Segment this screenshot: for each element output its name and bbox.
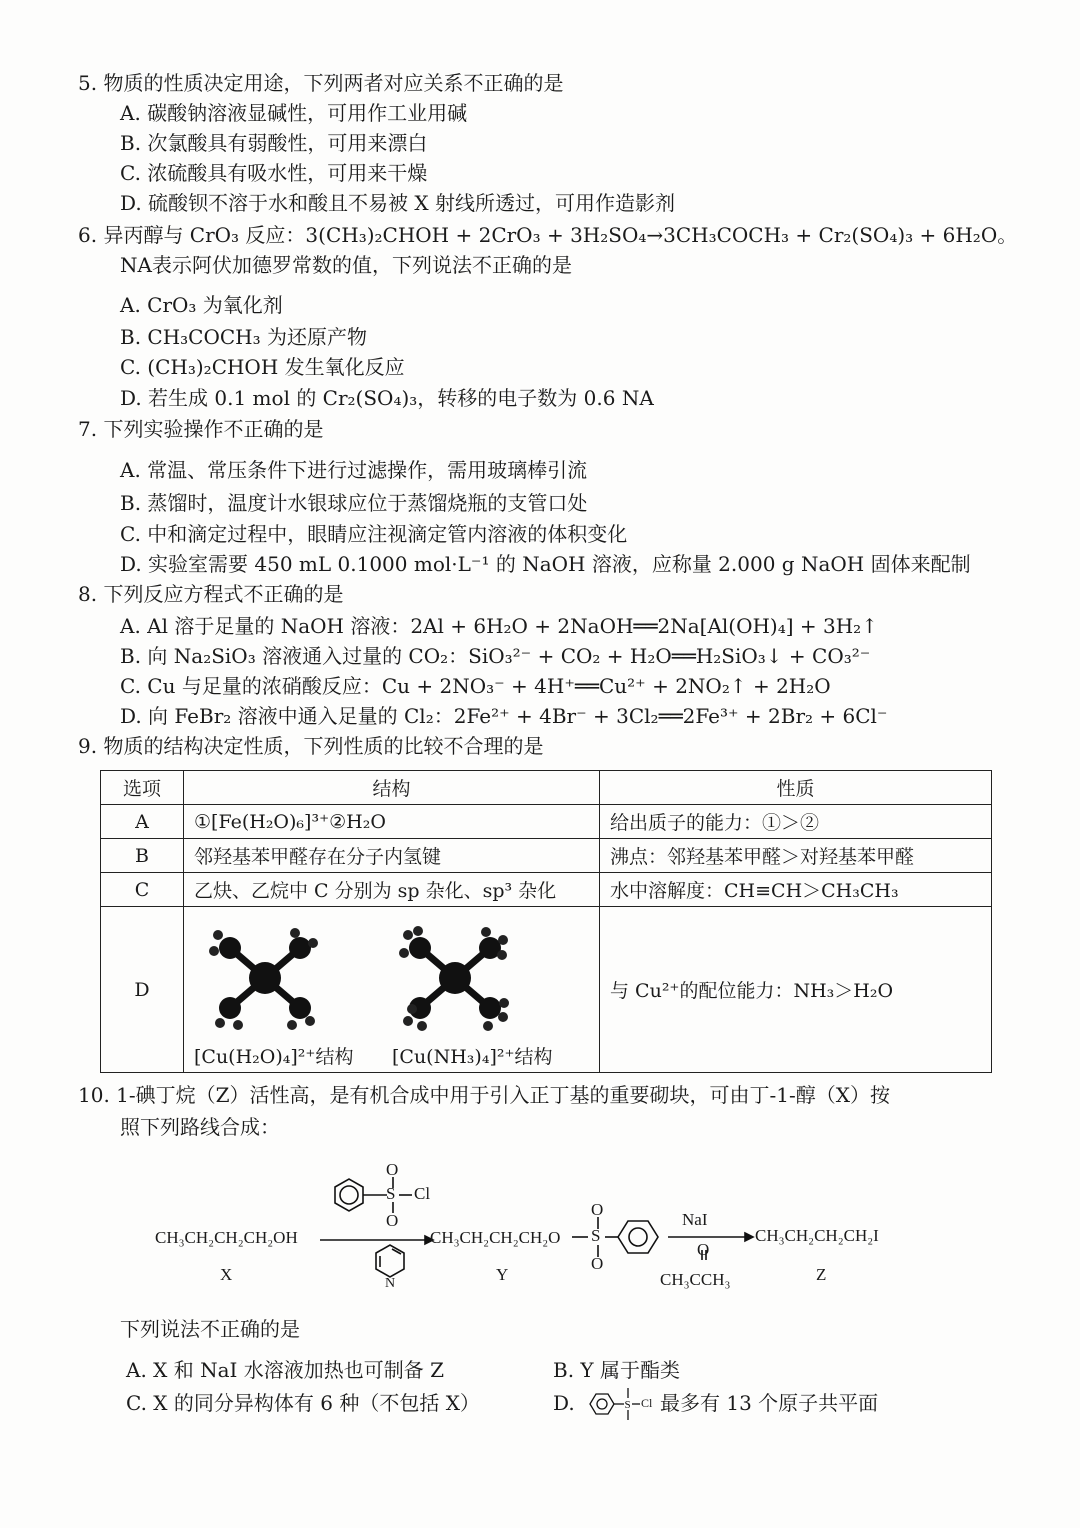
q6-stem-line2: NA表示阿伏加德罗常数的值，下列说法不正确的是 xyxy=(120,253,572,277)
header-option: 选项 xyxy=(101,771,184,805)
option-d-cl: Cl xyxy=(641,1396,653,1410)
q6-option-a: A. CrO₃ 为氧化剂 xyxy=(120,293,283,317)
q5-option-c: C. 浓硫酸具有吸水性，可用来干燥 xyxy=(120,161,428,185)
row-a-property: 给出质子的能力：①＞② xyxy=(600,805,992,839)
compound-x-formula: CH₃CH₂CH₂CH₂OH xyxy=(155,1228,298,1247)
copper-complex-models xyxy=(190,913,570,1043)
q10-sub-stem: 下列说法不正确的是 xyxy=(120,1317,300,1341)
q6-option-c: C. (CH₃)₂CHOH 发生氧化反应 xyxy=(120,355,405,379)
q6-option-d: D. 若生成 0.1 mol 的 Cr₂(SO₄)₃，转移的电子数为 0.6 NA xyxy=(120,386,654,410)
table-header-row xyxy=(101,771,992,805)
q7-stem: 7. 下列实验操作不正确的是 xyxy=(78,417,324,441)
q7-option-b: B. 蒸馏时，温度计水银球应位于蒸馏烧瓶的支管口处 xyxy=(120,491,588,515)
q6-stem-line1: 6. 异丙醇与 CrO₃ 反应：3(CH₃)₂CHOH + 2CrO₃ + 3H₂SO₄→3CH₃COCH₃ + Cr₂(SO₄)₃ + 6H₂O。 xyxy=(78,223,1018,247)
q10-stem-line1: 10. 1-碘丁烷（Z）活性高，是有机合成中用于引入正丁基的重要砌块，可由丁-1-醇（X）按 xyxy=(78,1083,891,1107)
cu-nh3-label: [Cu(NH₃)₄]²⁺结构 xyxy=(392,1046,553,1068)
q5-option-d: D. 硫酸钡不溶于水和酸且不易被 X 射线所透过，可用作造影剂 xyxy=(120,191,675,215)
reagent1-o-top: O xyxy=(386,1160,399,1179)
q10-option-d: 最多有 13 个原子共平面 xyxy=(660,1391,879,1415)
row-d-option: D xyxy=(101,907,184,1073)
row-a-structure: ①[Fe(H₂O)₆]³⁺②H₂O xyxy=(184,805,600,839)
q5-option-a: A. 碳酸钠溶液显碱性，可用作工业用碱 xyxy=(120,101,468,125)
reagent1-cl: Cl xyxy=(414,1184,431,1203)
q10-option-d-prefix: D. xyxy=(553,1391,575,1415)
header-structure: 结构 xyxy=(184,771,600,805)
q6-option-b: B. CH₃COCH₃ 为还原产物 xyxy=(120,325,367,349)
compound-y-o-top: O xyxy=(591,1200,604,1219)
q10-stem-line2: 照下列路线合成： xyxy=(120,1115,280,1139)
q10-option-b: B. Y 属于酯类 xyxy=(553,1358,680,1382)
row-b-structure: 邻羟基苯甲醛存在分子内氢键 xyxy=(184,839,600,873)
q8-option-c: C. Cu 与足量的浓硝酸反应：Cu + 2NO₃⁻ + 4H⁺══Cu²⁺ + 2NO₂↑ + 2H₂O xyxy=(120,674,831,698)
q5-stem: 5. 物质的性质决定用途，下列两者对应关系不正确的是 xyxy=(78,71,564,95)
compound-z-formula: CH₃CH₂CH₂CH₂I xyxy=(755,1226,879,1245)
compound-x-label: X xyxy=(220,1265,233,1284)
reagent2-o: O xyxy=(697,1240,710,1259)
q8-option-a: A. Al 溶于足量的 NaOH 溶液：2Al + 6H₂O + 2NaOH══2Na[Al(OH)₄] + 3H₂↑ xyxy=(120,614,878,638)
row-b-option: B xyxy=(101,839,184,873)
q10-option-a: A. X 和 NaI 水溶液加热也可制备 Z xyxy=(126,1358,445,1382)
table-row xyxy=(101,839,992,873)
row-d-property: 与 Cu²⁺的配位能力：NH₃＞H₂O xyxy=(600,907,992,1073)
table-row xyxy=(101,805,992,839)
row-c-property: 水中溶解度：CH≡CH＞CH₃CH₃ xyxy=(600,873,992,907)
cu-h2o-label: [Cu(H₂O)₄]²⁺结构 xyxy=(194,1046,354,1068)
pyridine-n: N xyxy=(385,1276,396,1291)
row-b-property: 沸点：邻羟基苯甲醛＞对羟基苯甲醛 xyxy=(600,839,992,873)
compound-y-o-bottom: O xyxy=(591,1254,604,1273)
table-row xyxy=(101,907,992,1073)
compound-y-formula: CH₃CH₂CH₂CH₂O xyxy=(430,1228,561,1247)
row-c-structure: 乙炔、乙烷中 C 分别为 sp 杂化、sp³ 杂化 xyxy=(184,873,600,907)
row-c-option: C xyxy=(101,873,184,907)
q7-option-c: C. 中和滴定过程中，眼睛应注视滴定管内溶液的体积变化 xyxy=(120,522,628,546)
q8-option-b: B. 向 Na₂SiO₃ 溶液通入过量的 CO₂：SiO₃²⁻ + CO₂ + H₂O══H₂SiO₃↓ + CO₃²⁻ xyxy=(120,644,871,668)
row-a-option: A xyxy=(101,805,184,839)
reagent2-nai: NaI xyxy=(682,1210,708,1229)
table-row xyxy=(101,873,992,907)
q7-option-a: A. 常温、常压条件下进行过滤操作，需用玻璃棒引流 xyxy=(120,458,588,482)
svg-text:S: S xyxy=(624,1399,631,1411)
q10-option-c: C. X 的同分异构体有 6 种（不包括 X） xyxy=(126,1391,480,1415)
header-property: 性质 xyxy=(600,771,992,805)
reagent2-acetone: CH₃CCH₃ xyxy=(660,1270,731,1289)
q9-stem: 9. 物质的结构决定性质，下列性质的比较不合理的是 xyxy=(78,734,544,758)
q5-option-b: B. 次氯酸具有弱酸性，可用来漂白 xyxy=(120,131,428,155)
row-d-structure xyxy=(184,907,600,1073)
q7-option-d: D. 实验室需要 450 mL 0.1000 mol·L⁻¹ 的 NaOH 溶液，应称量 2.000 g NaOH 固体来配制 xyxy=(120,552,971,576)
q8-option-d: D. 向 FeBr₂ 溶液中通入足量的 Cl₂：2Fe²⁺ + 4Br⁻ + 3Cl₂══2Fe³⁺ + 2Br₂ + 6Cl⁻ xyxy=(120,704,888,728)
q8-stem: 8. 下列反应方程式不正确的是 xyxy=(78,582,344,606)
compound-y-s: S xyxy=(591,1226,601,1245)
compound-y-label: Y xyxy=(496,1265,509,1284)
reagent1-s: S xyxy=(386,1184,396,1203)
q9-table xyxy=(100,770,992,1073)
reagent1-o-bottom: O xyxy=(386,1211,399,1230)
compound-z-label: Z xyxy=(816,1265,827,1284)
